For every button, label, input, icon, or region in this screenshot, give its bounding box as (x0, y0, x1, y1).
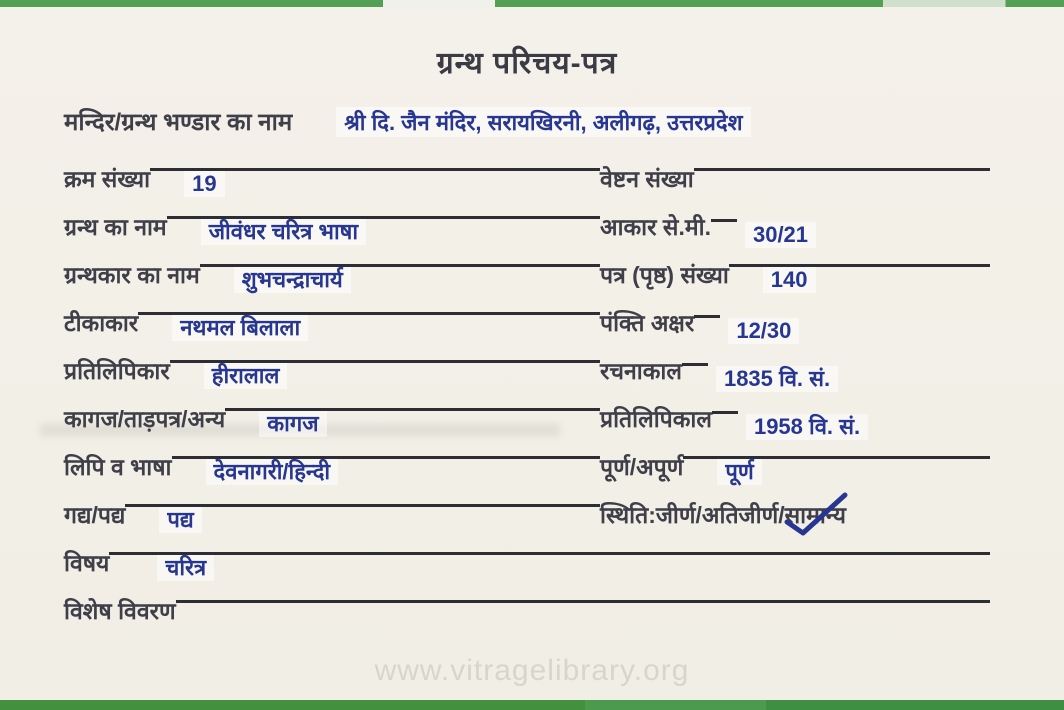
field-line (176, 600, 990, 603)
form-field-left (64, 249, 600, 297)
form-row (64, 153, 990, 201)
field-label: क्रम संख्या (64, 166, 151, 192)
field-label: टीकाकार (64, 310, 139, 336)
form-field-left (64, 489, 600, 537)
form-row (64, 201, 990, 249)
form-field-left (64, 297, 600, 345)
form-field-right (600, 489, 990, 537)
form-field-left (64, 393, 600, 441)
form-row (64, 249, 990, 297)
field-value: शुभचन्द्राचार्य (234, 267, 351, 293)
scan-edge-top (0, 0, 1064, 7)
scan-edge-bottom (0, 700, 1064, 710)
form-field-left (64, 153, 600, 201)
form-row (64, 297, 990, 345)
field-line (694, 168, 990, 171)
field-label: प्रतिलिपिकाल (600, 406, 712, 432)
form-field-right (600, 345, 990, 393)
field-label: ग्रन्थ का नाम (64, 214, 167, 240)
field-label: रचनाकाल (600, 358, 682, 384)
field-label: आकार से.मी. (600, 214, 711, 240)
field-value: कागज (259, 411, 326, 437)
form-field-right (600, 393, 990, 441)
form-field-right (600, 297, 990, 345)
field-line (729, 264, 990, 292)
field-line (200, 264, 600, 292)
field-label: पंक्ति अक्षर (600, 310, 695, 336)
field-value: पूर्ण (717, 459, 761, 485)
field-line (150, 168, 600, 196)
field-value: चरित्र (157, 555, 214, 581)
field-value: 19 (184, 171, 224, 197)
form-full-rows (64, 537, 990, 633)
field-line (167, 216, 600, 244)
field-value: 140 (763, 267, 816, 293)
field-line (125, 504, 600, 532)
field-label: गद्य/पद्य (64, 502, 126, 528)
field-label: कागज/ताड़पत्र/अन्य (64, 406, 226, 432)
form-field-right (600, 249, 990, 297)
field-line (683, 456, 990, 484)
field-label: प्रतिलिपिकार (64, 358, 170, 384)
temple-name-field (64, 105, 990, 147)
field-line (109, 552, 990, 580)
form-field-full (64, 537, 990, 585)
field-line (170, 360, 600, 388)
form-field-right (600, 153, 990, 201)
field-value: 30/21 (745, 222, 816, 248)
field-value: 1958 वि. सं. (746, 414, 868, 440)
temple-name-value: श्री दि. जैन मंदिर, सरायखिरनी, अलीगढ़, उत्तरप्रदेश (336, 107, 750, 137)
form-sheet (0, 7, 1064, 700)
field-value: 12/30 (728, 318, 799, 344)
form-row (64, 489, 990, 537)
form-row (64, 393, 990, 441)
form-field-left (64, 345, 600, 393)
field-label: वेष्टन संख्या (600, 166, 694, 192)
temple-name-label: मन्दिर/ग्रन्थ भण्डार का नाम (64, 109, 293, 136)
form-row (64, 585, 990, 633)
field-label: ग्रन्थकार का नाम (64, 262, 200, 288)
field-label: पत्र (पृष्ठ) संख्या (600, 262, 729, 288)
checkmark-icon (781, 490, 851, 540)
field-label: स्थिति:जीर्ण/अतिजीर्ण/ (600, 502, 785, 528)
form-row (64, 441, 990, 489)
field-value: पद्य (159, 507, 201, 533)
form-row (64, 345, 990, 393)
field-value: जीवंधर चरित्र भाषा (201, 219, 366, 245)
field-line (225, 408, 600, 436)
field-label: लिपि व भाषा (64, 454, 172, 480)
form-field-left (64, 441, 600, 489)
field-line (172, 456, 600, 484)
field-label: विषय (64, 550, 110, 576)
field-value: नथमल बिलाला (172, 315, 308, 341)
form-field-right (600, 201, 990, 249)
field-label: विशेष विवरण (64, 598, 176, 624)
field-value: हीरालाल (204, 363, 288, 389)
field-line (138, 312, 600, 340)
field-label: पूर्ण/अपूर्ण (600, 454, 684, 480)
page-title: ग्रन्थ परिचय-पत्र (436, 47, 618, 80)
form-rows (64, 153, 990, 537)
watermark: www.vitragelibrary.org (374, 654, 690, 687)
form-field-left (64, 201, 600, 249)
form-row (64, 537, 990, 585)
field-value: देवनागरी/हिन्दी (206, 459, 339, 485)
condition-checked-option: सामान्य (785, 502, 846, 537)
form-field-full (64, 585, 990, 633)
field-value: 1835 वि. सं. (716, 366, 838, 392)
form-field-right (600, 441, 990, 489)
